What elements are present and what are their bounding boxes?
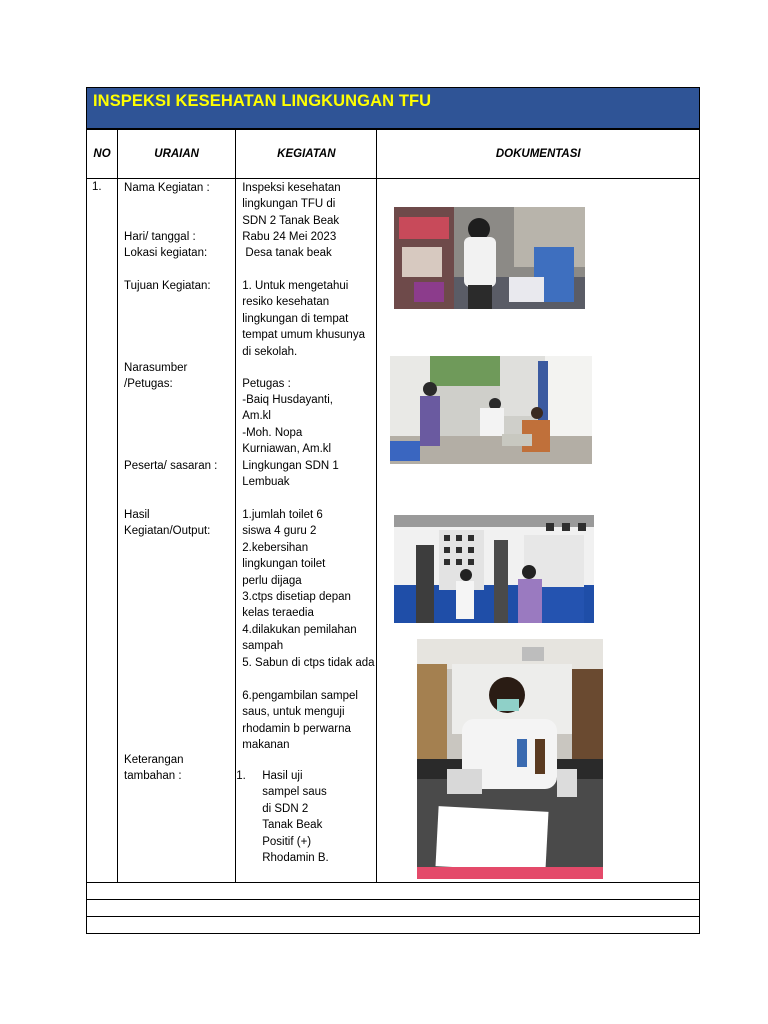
value-petugas-1: -Baiq Husdayanti, Am.kl	[242, 394, 334, 423]
kegiatan-cell	[236, 179, 377, 883]
table-row	[87, 179, 700, 883]
value-hasil-1: 1.jumlah toilet 6 siswa 4 guru 2	[242, 509, 323, 538]
photo-sample-lab-test	[417, 639, 603, 879]
value-peserta: Lingkungan SDN 1 Lembuak	[242, 460, 339, 489]
value-hasil-4: 4.dilakukan pemilahan sampah	[242, 624, 357, 653]
photo-canteen-inspection	[394, 207, 585, 309]
label-tujuan: Tujuan Kegiatan:	[124, 280, 211, 292]
label-lokasi: Lokasi kegiatan:	[124, 247, 208, 259]
inspection-table	[86, 129, 700, 934]
photo-outdoor-inspection	[390, 356, 592, 464]
header-row	[87, 130, 700, 179]
keterangan-number: 1.	[236, 770, 246, 782]
header-no: NO	[87, 130, 118, 179]
value-hasil-5: 5. Sabun di ctps tidak ada	[242, 657, 375, 669]
value-hasil-3: 3.ctps disetiap depan kelas teraedia	[242, 591, 351, 620]
label-hari: Hari/ tanggal :	[124, 231, 196, 243]
dokumentasi-cell	[377, 179, 700, 883]
label-peserta: Peserta/ sasaran :	[124, 460, 218, 472]
value-nama: Inspeksi kesehatan lingkungan TFU di SDN 2 Tanak Beak	[242, 182, 341, 227]
uraian-cell	[118, 179, 236, 883]
value-hasil-2: 2.kebersihan lingkungan toilet perlu dijaga	[242, 542, 326, 587]
label-nama: Nama Kegiatan :	[124, 182, 210, 194]
header-kegiatan: KEGIATAN	[236, 130, 377, 179]
empty-row-3	[87, 917, 700, 934]
label-hasil: Hasil Kegiatan/Output:	[124, 509, 211, 538]
sheet-title: INSPEKSI KESEHATAN LINGKUNGAN TFU	[86, 87, 700, 129]
value-petugas-title: Petugas :	[242, 378, 291, 390]
value-tujuan: 1. Untuk mengetahui resiko kesehatan lingkungan di tempat tempat umum khusunya di sekolah.	[242, 280, 365, 358]
inspection-sheet	[86, 87, 700, 934]
keterangan-list	[236, 768, 362, 866]
label-keterangan: Keterangan tambahan :	[124, 754, 184, 783]
header-uraian: URAIAN	[118, 130, 236, 179]
value-hasil-6: 6.pengambilan sampel saus, untuk menguji rhodamin b perwarna makanan	[242, 690, 358, 752]
header-dokumentasi: DOKUMENTASI	[377, 130, 700, 179]
empty-row-1	[87, 883, 700, 900]
row-number: 1.	[92, 181, 102, 193]
value-keterangan: Hasil uji sampel saus di SDN 2 Tanak Beak Positif (+) Rhodamin B.	[262, 770, 329, 865]
label-narasumber: Narasumber /Petugas:	[124, 362, 188, 391]
row-number-cell	[87, 179, 118, 883]
photo-toilet-building	[394, 515, 594, 623]
value-lokasi: Desa tanak beak	[242, 247, 332, 259]
empty-row-2	[87, 900, 700, 917]
value-petugas-2: -Moh. Nopa Kurniawan, Am.kl	[242, 427, 332, 456]
value-hari: Rabu 24 Mei 2023	[242, 231, 337, 243]
